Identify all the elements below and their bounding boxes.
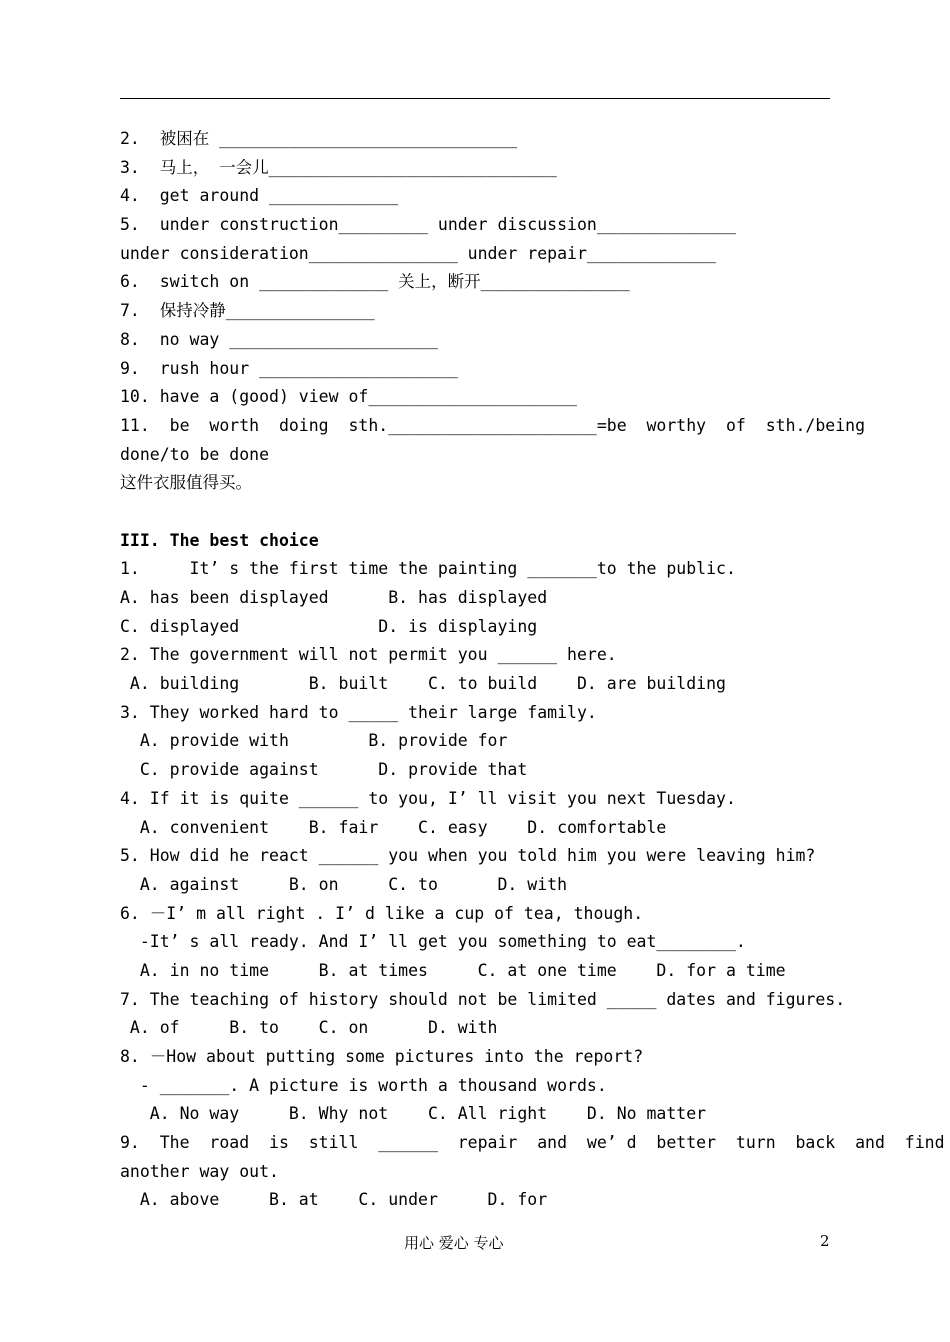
question-line: A. in no time B. at times C. at one time D. for a time [120,960,786,980]
vocab-item-5-cont: under consideration_______________ under repair_____________ [120,243,717,263]
question-line: 6. －I’ m all right . I’ d like a cup of tea, though. [120,903,644,923]
vocab-item-7: 7. 保持冷静_______________ [120,301,375,321]
question-line: A. convenient B. fair C. easy D. comfortable [120,817,667,837]
question-line: A. provide with B. provide for [120,731,508,751]
question-line: 3. They worked hard to _____ their large family. [120,702,597,722]
vocab-item-6: 6. switch on _____________ 关上，断开_______________ [120,272,630,292]
vocab-item-10: 10. have a (good) view of_____________________ [120,387,577,407]
question-line: 8. －How about putting some pictures into the report? [120,1047,644,1066]
vocab-item-8: 8. no way _____________________ [120,329,438,349]
question-line: 4. If it is quite ______ to you, I’ ll visit you next Tuesday. [120,788,736,808]
question-9-cont: another way out. [120,1161,279,1181]
question-line: A. building B. built C. to build D. are building [120,674,726,694]
question-line: - _______. A picture is worth a thousand words. [120,1075,607,1095]
question-line: 7. The teaching of history should not be limited _____ dates and figures. [120,989,846,1009]
section-heading: III. The best choice [120,530,319,550]
document-body [120,125,945,1215]
vocab-item-11-cont: done/to be done [120,444,270,464]
spacer [120,498,830,527]
vocab-item-4: 4. get around _____________ [120,186,399,206]
question-line: 2. The government will not permit you ______ here. [120,645,617,665]
question-line: 1. It’ s the first time the painting _______to the public. [120,559,736,579]
question-line: C. provide against D. provide that [120,760,528,780]
question-line: C. displayed D. is displaying [120,616,538,636]
footer-motto: 用心 爱心 专心 [404,1234,504,1252]
question-line: A. No way B. Why not C. All right D. No matter [120,1104,707,1124]
question-line: 5. How did he react ______ you when you told him you were leaving him? [120,846,816,866]
question-line: -It’ s all ready. And I’ ll get you something to eat________. [120,932,746,952]
vocab-item-3: 3. 马上， 一会儿_____________________________ [120,157,557,177]
question-line: A. against B. on C. to D. with [120,874,568,894]
question-9-options: A. above B. at C. under D. for [120,1190,548,1210]
question-9: 9. The road is still ______ repair and we’ d better turn back and find [120,1133,945,1153]
vocab-sentence: 这件衣服值得买。 [120,473,252,493]
header-rule [120,98,830,99]
question-line: A. has been displayed B. has displayed [120,588,548,607]
vocab-item-5: 5. under construction_________ under discussion______________ [120,215,736,235]
vocab-item-9: 9. rush hour ____________________ [120,358,458,378]
question-line: A. of B. to C. on D. with [120,1018,498,1038]
vocab-item-11: 11. be worth doing sth._____________________=be worthy of sth./being [120,415,866,435]
vocab-item-2: 2. 被困在 ______________________________ [120,129,518,148]
page-number: 2 [820,1232,830,1250]
